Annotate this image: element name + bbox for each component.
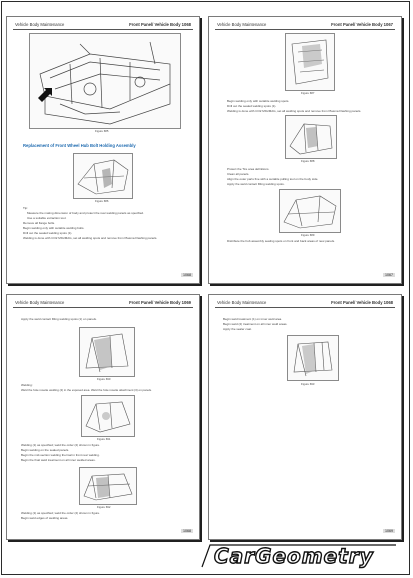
manual-page-1 [6, 16, 200, 284]
page-header [7, 295, 199, 309]
header-left: Vehicle Body Maintenance [15, 22, 65, 27]
text-line: Begin the final weld treatment on all inner welded areas. [21, 458, 96, 462]
svg-text:CarGeometry: CarGeometry [214, 544, 374, 568]
header-right: Front Panel/ Vehicle Body 1067 [331, 22, 393, 27]
header-rule [13, 29, 193, 30]
figure-caption: Figure 692 [97, 505, 111, 509]
panel-illustration [80, 328, 134, 376]
header-left: Vehicle Body Maintenance [217, 22, 267, 27]
figure-panel-b [285, 115, 337, 159]
text-line: Drill out the sealed welding spots (1). [23, 231, 73, 235]
figure-panel-f [79, 467, 137, 505]
text-line: Welding is done with CO2 MIG/MAG, set all welding spots and remove from Plasma Flashing panels. [227, 109, 362, 113]
text-line: Apply the weld contact filling welding spots. [227, 182, 285, 186]
figure-caption: Figure 693 [301, 382, 315, 386]
panel-illustration [80, 468, 136, 504]
panel-illustration [286, 116, 336, 158]
page-number: 1068 [183, 529, 191, 533]
text-line: Remove all flange bolts. [23, 221, 56, 225]
text-line: Welding is done with CO2 MIG/MAG, set all welding spots and remove from Plasma Flashing panels. [23, 236, 158, 240]
text-line: Protect the Tire area definitions. [227, 167, 270, 171]
text-line: Welding (1) as specified; weld the order (2) shown in figure. [21, 443, 100, 447]
page-number: 1067 [385, 273, 393, 277]
page-number: 1069 [385, 529, 393, 533]
figure-chassis-frame [29, 33, 181, 129]
text-line: Welding (1) as specified; weld the order (2) shown in figure. [21, 511, 100, 515]
figure-panel-g [287, 335, 339, 381]
page-header [209, 17, 401, 31]
text-line: Welding: [21, 383, 33, 387]
figure-caption: Figure 685 [95, 129, 109, 133]
text-line: Apply the weld contact filling welding spots (1) on panels. [21, 317, 97, 321]
manual-page-2 [208, 16, 402, 284]
panel-illustration [280, 190, 340, 232]
text-line: Clean all panels. [227, 172, 250, 176]
figure-caption: Figure 691 [97, 437, 111, 441]
text-line: Align the outer parts fine with a suitable pulling tool on the body side. [227, 177, 319, 181]
panel-illustration [286, 34, 334, 90]
figure-panel-c [279, 189, 341, 233]
figure-panel-d [79, 327, 135, 377]
header-rule [13, 307, 193, 308]
manual-page-3 [6, 294, 200, 540]
text-line: Weld the hole rosette welding (2) in the exposed area. Weld the hole rosette attachment (3) on panels. [21, 388, 152, 392]
text-line: Begin the mid-section welding thermal in front rear welding. [21, 453, 100, 457]
header-rule [215, 307, 395, 308]
figure-caption: Figure 689 [301, 233, 315, 237]
header-right: Front Panel/ Vehicle Body 1068 [129, 22, 191, 27]
text-line: Drill out the sealed welding spots (1). [227, 104, 277, 108]
text-line: Begin weld (2) treatment on all inner weld areas. [223, 322, 288, 326]
logo-graphic [200, 541, 398, 569]
figure-caption: Figure 687 [301, 91, 315, 95]
figure-hub-assembly [73, 153, 133, 199]
text-line: Measure the mating dimension of body and protect the rear welding panels as specified. [27, 211, 144, 215]
text-line: Distribute the hub assembly sealing spots on front and back areas of new panels. [227, 239, 335, 243]
text-line: Begin weld treatment (1) on inner weld area. [223, 317, 283, 321]
text-line: Apply the sealer coat. [223, 327, 252, 331]
text-line: Begin welding on the sealed panels. [21, 448, 70, 452]
figure-caption: Figure 690 [97, 377, 111, 381]
panel-illustration [288, 336, 338, 380]
header-rule [215, 29, 395, 30]
figure-caption: Figure 688 [301, 159, 315, 163]
panel-illustration [82, 396, 134, 436]
page-number: 1068 [183, 273, 191, 277]
text-line: Use a suitable extraction tool. [27, 216, 67, 220]
header-right: Front Panel/ Vehicle Body 1068 [331, 300, 393, 305]
header-left: Vehicle Body Maintenance [217, 300, 267, 305]
figure-caption: Figure 686 [95, 199, 109, 203]
section-title: Replacement of Front Wheel Hub Bolt Holding Assembly [23, 143, 136, 148]
figure-panel-e [81, 395, 135, 437]
header-left: Vehicle Body Maintenance [15, 300, 65, 305]
text-line: Begin welding only with suitable welding bolts. [23, 226, 85, 230]
page-header [7, 17, 199, 31]
page-header [209, 295, 401, 309]
figure-panel-a [285, 33, 335, 91]
chassis-illustration [30, 34, 180, 128]
header-right: Front Panel/ Vehicle Body 1069 [129, 300, 191, 305]
text-line: Tip: [23, 206, 28, 210]
text-line: Begin weld edges of welding areas. [21, 516, 69, 520]
text-line: Begin welding only with suitable welding spots. [227, 99, 290, 103]
hub-illustration [74, 154, 132, 198]
manual-page-4 [208, 294, 402, 540]
cargeometry-logo [200, 541, 398, 569]
